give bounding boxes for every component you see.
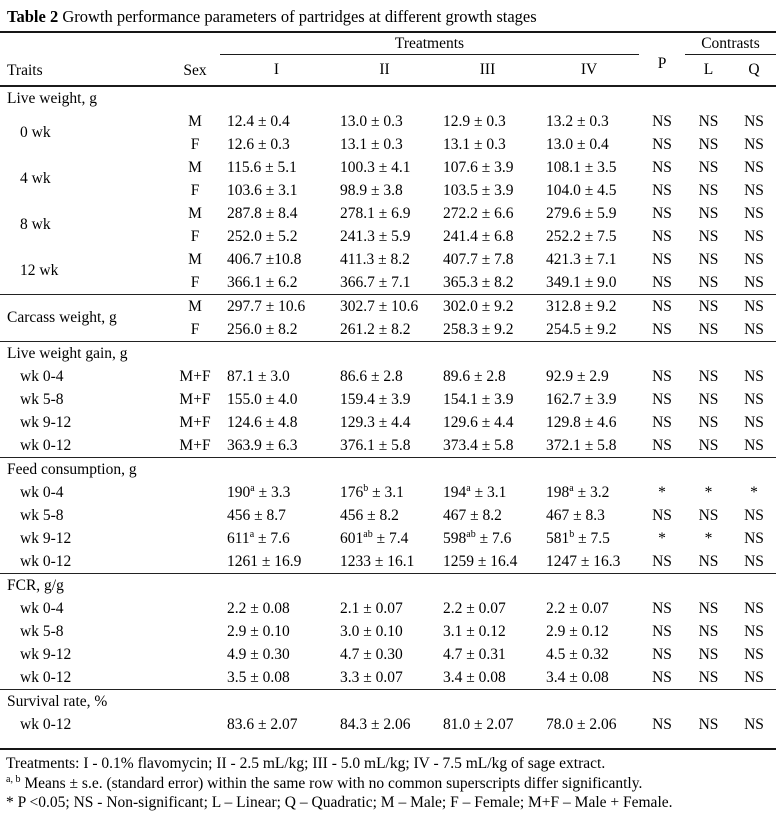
- treatment-value-2: 129.3 ± 4.4: [340, 413, 411, 431]
- treatment-value-3: 373.4 ± 5.8: [443, 436, 514, 454]
- treatment-value-1: 456 ± 8.7: [227, 506, 286, 524]
- trait-cell: wk 0-12: [20, 436, 72, 454]
- p-value-cell: NS: [652, 716, 672, 733]
- treatment-value-4: $581^b \pm 7.5$: [546, 528, 610, 547]
- treatment-value-3: 13.1 ± 0.3: [443, 135, 506, 153]
- section-row: [0, 574, 776, 598]
- treatment-value-4: 3.4 ± 0.08: [546, 668, 609, 686]
- sex-cell: [170, 597, 220, 620]
- section-row: [0, 86, 776, 110]
- treatment-value-4: 108.1 ± 3.5: [546, 158, 617, 176]
- col-header-sex: Sex: [183, 62, 207, 79]
- col-header-treatment-3: III: [479, 61, 496, 78]
- header-spanner-row: [0, 32, 776, 55]
- data-row: [0, 504, 776, 527]
- treatment-value-2: 278.1 ± 6.9: [340, 204, 411, 222]
- trait-cell: wk 5-8: [20, 390, 64, 408]
- linear-contrast-cell: NS: [698, 436, 719, 454]
- treatment-value-1: 297.7 ± 10.6: [220, 295, 333, 319]
- treatment-value-3: 272.2 ± 6.6: [443, 204, 514, 222]
- linear-contrast-cell: NS: [698, 716, 719, 733]
- sex-cell: [170, 481, 220, 504]
- trait-cell: 4 wk: [20, 170, 51, 187]
- treatment-value-1: 366.1 ± 6.2: [227, 273, 298, 291]
- col-header-treatment-2: II: [379, 61, 390, 78]
- sex-cell: M+F: [179, 390, 211, 408]
- linear-contrast-cell: NS: [698, 367, 719, 385]
- sex-cell: F: [190, 273, 200, 291]
- col-header-quadratic: Q: [748, 61, 760, 78]
- treatment-value-3: 241.4 ± 6.8: [443, 227, 514, 245]
- data-row: [0, 597, 776, 620]
- treatment-value-2: 13.0 ± 0.3: [340, 112, 403, 130]
- quadratic-contrast-cell: NS: [744, 529, 764, 547]
- data-row: [0, 481, 776, 504]
- trait-cell: wk 0-4: [20, 367, 64, 385]
- col-header-traits: Traits: [7, 62, 43, 79]
- treatment-value-2: 84.3 ± 2.06: [340, 716, 411, 733]
- quadratic-contrast-cell: NS: [744, 135, 764, 153]
- treatment-value-3: 129.6 ± 4.4: [443, 413, 514, 431]
- linear-contrast-cell: NS: [698, 158, 719, 176]
- section-row: [0, 342, 776, 366]
- data-row: [0, 527, 776, 550]
- p-value-cell: NS: [652, 645, 672, 663]
- treatment-value-4: 279.6 ± 5.9: [546, 204, 617, 222]
- treatment-value-3: 302.0 ± 9.2: [436, 295, 539, 319]
- treatment-value-1: 103.6 ± 3.1: [227, 181, 298, 199]
- quadratic-contrast-cell: NS: [744, 716, 764, 733]
- p-value-cell: NS: [652, 390, 672, 408]
- linear-contrast-cell: NS: [698, 112, 719, 130]
- trait-cell: Carcass weight, g: [0, 295, 170, 342]
- treatment-value-3: 467 ± 8.2: [443, 506, 502, 524]
- data-row: [0, 110, 776, 133]
- linear-contrast-cell: NS: [698, 390, 719, 408]
- treatment-value-4: 2.2 ± 0.07: [546, 599, 609, 617]
- sex-cell: F: [190, 227, 200, 245]
- sex-cell: M+F: [179, 436, 211, 454]
- linear-contrast-cell: NS: [698, 506, 719, 524]
- treatment-value-3: $194^a \pm 3.1$: [443, 482, 507, 501]
- footnote-2: $^{a, b}$ Means ± s.e. (standard error) within the same row with no common superscripts differ significantly.: [6, 773, 643, 792]
- quadratic-contrast-cell: NS: [744, 599, 764, 617]
- quadratic-contrast-cell: NS: [744, 112, 764, 130]
- treatment-value-3: 1259 ± 16.4: [443, 552, 518, 570]
- sex-cell: [170, 713, 220, 749]
- trait-cell: 0 wk: [20, 124, 51, 141]
- treatment-value-1: 115.6 ± 5.1: [227, 158, 297, 176]
- treatment-value-1: 252.0 ± 5.2: [227, 227, 298, 245]
- trait-cell: wk 9-12: [20, 645, 72, 663]
- treatment-value-4: 312.8 ± 9.2: [539, 295, 639, 319]
- p-value-cell: NS: [639, 295, 685, 319]
- sex-cell: [170, 527, 220, 550]
- p-value-cell: NS: [652, 227, 672, 245]
- treatment-value-3: $598^{ab} \pm 7.6$: [443, 528, 512, 547]
- data-row: [0, 388, 776, 411]
- table-body: [0, 86, 776, 749]
- treatment-value-1: 256.0 ± 8.2: [227, 320, 298, 338]
- quadratic-contrast-cell: NS: [744, 622, 764, 640]
- treatment-value-1: 406.7 ±10.8: [227, 250, 302, 268]
- treatment-value-2: 1233 ± 16.1: [340, 552, 415, 570]
- trait-cell: wk 0-12: [20, 552, 72, 570]
- section-label: Feed consumption, g: [0, 458, 776, 482]
- treatment-value-2: 261.2 ± 8.2: [340, 320, 411, 338]
- treatment-value-1: 4.9 ± 0.30: [227, 645, 290, 663]
- treatment-value-3: 3.1 ± 0.12: [443, 622, 506, 640]
- section-label: Survival rate, %: [0, 690, 776, 714]
- sex-cell: M: [188, 112, 202, 130]
- p-value-cell: NS: [652, 506, 672, 524]
- treatment-value-1: 12.4 ± 0.4: [227, 112, 290, 130]
- col-header-treatment-4: IV: [580, 61, 598, 78]
- trait-cell: wk 9-12: [20, 413, 72, 431]
- quadratic-contrast-cell: NS: [732, 295, 776, 319]
- treatment-value-2: 376.1 ± 5.8: [340, 436, 411, 454]
- treatment-value-4: 2.9 ± 0.12: [546, 622, 609, 640]
- p-value-cell: NS: [652, 112, 672, 130]
- treatment-value-3: 81.0 ± 2.07: [443, 716, 514, 733]
- quadratic-contrast-cell: NS: [744, 552, 764, 570]
- quadratic-contrast-cell: NS: [744, 645, 764, 663]
- trait-cell: wk 0-12: [20, 668, 72, 686]
- treatment-value-2: 2.1 ± 0.07: [340, 599, 403, 617]
- linear-contrast-cell: NS: [698, 320, 719, 338]
- linear-contrast-cell: NS: [698, 135, 719, 153]
- sex-cell: F: [190, 320, 200, 338]
- sex-cell: M: [188, 158, 202, 176]
- treatment-value-4: 104.0 ± 4.5: [546, 181, 617, 199]
- data-row: [0, 248, 776, 271]
- treatment-value-3: 154.1 ± 3.9: [443, 390, 514, 408]
- quadratic-contrast-cell: NS: [744, 250, 764, 268]
- linear-contrast-cell: NS: [698, 668, 719, 686]
- sex-cell: [170, 550, 220, 574]
- data-row: [0, 434, 776, 458]
- section-label: Live weight, g: [0, 86, 776, 110]
- growth-performance-table: [0, 31, 776, 750]
- treatment-value-1: 83.6 ± 2.07: [227, 716, 298, 733]
- col-header-p: P: [657, 55, 667, 72]
- linear-contrast-cell: NS: [698, 227, 719, 245]
- treatment-value-1: 12.6 ± 0.3: [227, 135, 290, 153]
- linear-contrast-cell: NS: [698, 645, 719, 663]
- quadratic-contrast-cell: NS: [744, 436, 764, 454]
- data-row: [0, 713, 776, 749]
- treatment-value-4: 129.8 ± 4.6: [546, 413, 617, 431]
- quadratic-contrast-cell: NS: [744, 227, 764, 245]
- data-row: [0, 365, 776, 388]
- quadratic-contrast-cell: NS: [744, 506, 764, 524]
- section-label: Live weight gain, g: [0, 342, 776, 366]
- quadratic-contrast-cell: NS: [744, 158, 764, 176]
- treatment-value-2: 98.9 ± 3.8: [340, 181, 403, 199]
- treatment-value-4: 13.0 ± 0.4: [546, 135, 609, 153]
- treatment-value-2: 86.6 ± 2.8: [340, 367, 403, 385]
- treatment-value-4: 467 ± 8.3: [546, 506, 605, 524]
- p-value-cell: NS: [652, 413, 672, 431]
- p-value-cell: NS: [652, 436, 672, 454]
- p-value-cell: NS: [652, 135, 672, 153]
- treatment-value-3: 3.4 ± 0.08: [443, 668, 506, 686]
- section-row: [0, 690, 776, 714]
- treatment-value-2: 456 ± 8.2: [340, 506, 399, 524]
- trait-cell: 8 wk: [20, 216, 51, 233]
- linear-contrast-cell: NS: [698, 181, 719, 199]
- trait-cell: wk 9-12: [20, 529, 72, 547]
- data-row: [0, 295, 776, 319]
- treatment-value-3: 89.6 ± 2.8: [443, 367, 506, 385]
- treatment-value-4: 252.2 ± 7.5: [546, 227, 617, 245]
- col-group-contrasts: Contrasts: [685, 32, 776, 55]
- treatment-value-4: 349.1 ± 9.0: [546, 273, 617, 291]
- data-row: [0, 411, 776, 434]
- footnotes: [0, 750, 776, 813]
- data-row: [0, 550, 776, 574]
- p-value-cell: NS: [652, 158, 672, 176]
- treatment-value-3: 365.3 ± 8.2: [443, 273, 514, 291]
- col-header-treatment-1: I: [273, 61, 280, 78]
- p-value-cell: *: [658, 529, 666, 547]
- treatment-value-2: 366.7 ± 7.1: [340, 273, 411, 291]
- quadratic-contrast-cell: NS: [744, 413, 764, 431]
- treatment-value-1: 2.2 ± 0.08: [227, 599, 290, 617]
- quadratic-contrast-cell: NS: [744, 204, 764, 222]
- p-value-cell: NS: [652, 181, 672, 199]
- treatment-value-1: 124.6 ± 4.8: [227, 413, 298, 431]
- treatment-value-2: 13.1 ± 0.3: [340, 135, 403, 153]
- linear-contrast-cell: NS: [698, 622, 719, 640]
- treatment-value-3: 107.6 ± 3.9: [443, 158, 514, 176]
- treatment-value-3: 258.3 ± 9.2: [443, 320, 514, 338]
- treatment-value-2: 159.4 ± 3.9: [340, 390, 411, 408]
- treatment-value-4: 421.3 ± 7.1: [546, 250, 617, 268]
- linear-contrast-cell: *: [704, 529, 713, 547]
- treatment-value-2: 411.3 ± 8.2: [340, 250, 410, 268]
- treatment-value-1: 3.5 ± 0.08: [227, 668, 290, 686]
- p-value-cell: NS: [652, 367, 672, 385]
- treatment-value-2: 3.0 ± 0.10: [340, 622, 403, 640]
- treatment-value-2: 4.7 ± 0.30: [340, 645, 403, 663]
- linear-contrast-cell: NS: [685, 295, 732, 319]
- sex-cell: [170, 504, 220, 527]
- treatment-value-1: 87.1 ± 3.0: [227, 367, 290, 385]
- treatment-value-4: 4.5 ± 0.32: [546, 645, 609, 663]
- treatment-value-4: 1247 ± 16.3: [546, 552, 621, 570]
- quadratic-contrast-cell: NS: [744, 668, 764, 686]
- sex-cell: [170, 620, 220, 643]
- trait-cell: wk 0-12: [20, 716, 72, 733]
- sex-cell: M: [170, 295, 220, 319]
- sex-cell: [170, 666, 220, 690]
- treatment-value-1: 2.9 ± 0.10: [227, 622, 290, 640]
- data-row: [0, 643, 776, 666]
- linear-contrast-cell: NS: [698, 204, 719, 222]
- treatment-value-4: $198^a \pm 3.2$: [546, 482, 610, 501]
- data-row: [0, 202, 776, 225]
- treatment-value-3: 4.7 ± 0.31: [443, 645, 506, 663]
- section-row: [0, 458, 776, 482]
- treatment-value-2: 241.3 ± 5.9: [340, 227, 411, 245]
- linear-contrast-cell: NS: [698, 250, 719, 268]
- p-value-cell: NS: [652, 273, 672, 291]
- footnote-1: Treatments: I - 0.1% flavomycin; II - 2.5 mL/kg; III - 5.0 mL/kg; IV - 7.5 mL/kg of sage extract.: [6, 755, 606, 772]
- p-value-cell: NS: [652, 622, 672, 640]
- treatment-value-3: 103.5 ± 3.9: [443, 181, 514, 199]
- linear-contrast-cell: *: [704, 483, 713, 501]
- linear-contrast-cell: NS: [698, 552, 719, 570]
- treatment-value-4: 372.1 ± 5.8: [546, 436, 617, 454]
- treatment-value-4: 13.2 ± 0.3: [546, 112, 609, 130]
- treatment-value-1: $190^a \pm 3.3$: [227, 482, 291, 501]
- footnote-3: * P <0.05; NS - Non-significant; L – Linear; Q – Quadratic; M – Male; F – Female; M+F – Male + Female.: [6, 794, 673, 811]
- table-number: Table 2: [7, 7, 59, 26]
- trait-cell: wk 0-4: [20, 483, 64, 501]
- treatment-value-1: 363.9 ± 6.3: [227, 436, 298, 454]
- col-group-treatments: Treatments: [220, 32, 639, 55]
- treatment-value-1: 1261 ± 16.9: [227, 552, 302, 570]
- data-row: [0, 620, 776, 643]
- quadratic-contrast-cell: NS: [744, 367, 764, 385]
- data-row: [0, 666, 776, 690]
- treatment-value-4: 92.9 ± 2.9: [546, 367, 609, 385]
- treatment-value-3: 2.2 ± 0.07: [443, 599, 506, 617]
- p-value-cell: NS: [652, 668, 672, 686]
- trait-cell: wk 5-8: [20, 506, 64, 524]
- sex-cell: M: [188, 204, 202, 222]
- treatment-value-2: $601^{ab} \pm 7.4$: [340, 528, 409, 547]
- col-header-linear: L: [703, 61, 714, 78]
- table-caption-text: Growth performance parameters of partridges at different growth stages: [58, 7, 537, 26]
- treatment-value-3: 407.7 ± 7.8: [443, 250, 514, 268]
- treatment-value-1: 155.0 ± 4.0: [227, 390, 298, 408]
- linear-contrast-cell: NS: [698, 273, 719, 291]
- sex-cell: F: [190, 135, 200, 153]
- treatment-value-2: 3.3 ± 0.07: [340, 668, 403, 686]
- quadratic-contrast-cell: NS: [744, 390, 764, 408]
- quadratic-contrast-cell: *: [750, 483, 758, 501]
- p-value-cell: NS: [652, 320, 672, 338]
- sex-cell: F: [190, 181, 200, 199]
- table-caption: [0, 0, 776, 31]
- sex-cell: M: [188, 250, 202, 268]
- sex-cell: [170, 643, 220, 666]
- p-value-cell: *: [658, 483, 666, 501]
- trait-cell: wk 0-4: [20, 599, 64, 617]
- p-value-cell: NS: [652, 204, 672, 222]
- quadratic-contrast-cell: NS: [744, 273, 764, 291]
- treatment-value-2: 302.7 ± 10.6: [333, 295, 436, 319]
- p-value-cell: NS: [652, 250, 672, 268]
- quadratic-contrast-cell: NS: [744, 181, 764, 199]
- linear-contrast-cell: NS: [698, 413, 719, 431]
- treatment-value-4: 78.0 ± 2.06: [546, 716, 617, 733]
- data-row: [0, 156, 776, 179]
- treatment-value-1: 287.8 ± 8.4: [227, 204, 298, 222]
- treatment-value-2: $176^b \pm 3.1$: [340, 482, 404, 501]
- linear-contrast-cell: NS: [698, 599, 719, 617]
- treatment-value-4: 254.5 ± 9.2: [546, 320, 617, 338]
- trait-cell: wk 5-8: [20, 622, 64, 640]
- treatment-value-4: 162.7 ± 3.9: [546, 390, 617, 408]
- quadratic-contrast-cell: NS: [744, 320, 764, 338]
- trait-cell: 12 wk: [20, 262, 59, 279]
- treatment-value-2: 100.3 ± 4.1: [340, 158, 411, 176]
- treatment-value-1: $611^a \pm 7.6$: [227, 528, 290, 547]
- sex-cell: M+F: [179, 413, 211, 431]
- treatment-value-3: 12.9 ± 0.3: [443, 112, 506, 130]
- sex-cell: M+F: [179, 367, 211, 385]
- p-value-cell: NS: [652, 599, 672, 617]
- p-value-cell: NS: [652, 552, 672, 570]
- section-label: FCR, g/g: [0, 574, 776, 598]
